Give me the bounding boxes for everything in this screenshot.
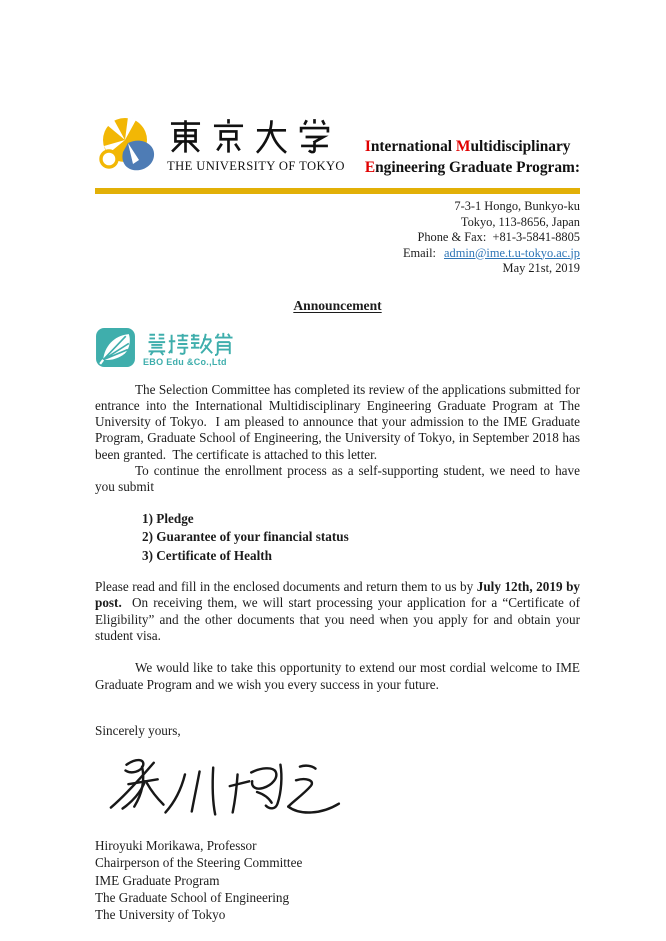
ebo-logo-text xyxy=(143,332,239,367)
paragraph-announce: The Selection Committee has completed its review of the applications submitted for entrance into the International Multidisciplinary Engineering Graduate Program at The University of Tokyo. I am pleased to announce that your admission to the IME Graduate Program, Graduate School of Engineering, the University of Tokyo, in September 2018 has been granted. The certificate is attached to this letter. xyxy=(95,381,580,462)
email-link[interactable]: admin@ime.t.u-tokyo.ac.jp xyxy=(444,245,580,260)
paragraph-instructions: Please read and fill in the enclosed documents and return them to us by July 12th, 2019 by post. On receiving them, we will start processing your application for a “Certificate of Eligibility” and the other documents that you need when you apply for and obtain your student visa. xyxy=(95,579,580,643)
red-initial: M xyxy=(455,138,471,155)
ebo-leaf-icon xyxy=(95,327,136,373)
closing-line: Sincerely yours, xyxy=(95,722,181,738)
email-line xyxy=(95,246,580,262)
signer-name: Hiroyuki Morikawa, Professor xyxy=(95,838,257,854)
paragraph-enrollment: To continue the enrollment process as a self-supporting student, we need to have you submit xyxy=(95,462,580,495)
deadline-text: July 12th, 2019 by post. xyxy=(95,579,580,611)
signer-title: Chairperson of the Steering Committee xyxy=(95,855,303,871)
letter-date: May 21st, 2019 xyxy=(502,261,580,275)
ebo-watermark xyxy=(95,327,255,373)
red-initial: I xyxy=(364,138,371,155)
list-item: 3) Certificate of Health xyxy=(142,547,272,563)
university-kanji xyxy=(167,116,345,156)
university-name: THE UNIVERSITY OF TOKYO xyxy=(167,159,345,173)
handwritten-signature xyxy=(97,753,345,829)
address-line: Tokyo, 113-8656, Japan xyxy=(460,214,580,229)
signer-program: IME Graduate Program xyxy=(95,872,220,888)
letterhead xyxy=(95,116,580,181)
program-title-line2: Engineering Graduate Program: xyxy=(364,159,580,176)
red-initial: E xyxy=(364,159,376,176)
ebo-kanji-icon xyxy=(143,332,239,356)
header-divider-bar xyxy=(95,188,580,194)
announcement-heading: Announcement xyxy=(293,297,382,313)
signature-block xyxy=(95,837,580,923)
required-documents-list xyxy=(142,510,580,566)
letter-body xyxy=(95,382,580,740)
signer-school: The Graduate School of Engineering xyxy=(95,889,290,905)
phone-line: Phone & Fax: +81-3-5841-8805 xyxy=(417,230,580,244)
address-line: 7-3-1 Hongo, Bunkyo-ku xyxy=(454,199,580,213)
list-item: 1) Pledge xyxy=(142,510,194,526)
university-name-block xyxy=(167,116,345,174)
contact-block xyxy=(95,199,580,277)
utokyo-ginkgo-logo-icon xyxy=(95,116,157,181)
ebo-company-name: EBO Edu &Co.,Ltd xyxy=(143,357,227,367)
program-title-line1: International Multidisciplinary xyxy=(364,138,571,155)
signer-university: The University of Tokyo xyxy=(95,906,226,922)
list-item: 2) Guarantee of your financial status xyxy=(142,529,349,545)
program-title xyxy=(365,136,580,178)
email-label: Email: xyxy=(402,245,437,260)
paragraph-welcome: We would like to take this opportunity to extend our most cordial welcome to IME Graduate Program and we wish you every success in your future. xyxy=(95,660,580,692)
